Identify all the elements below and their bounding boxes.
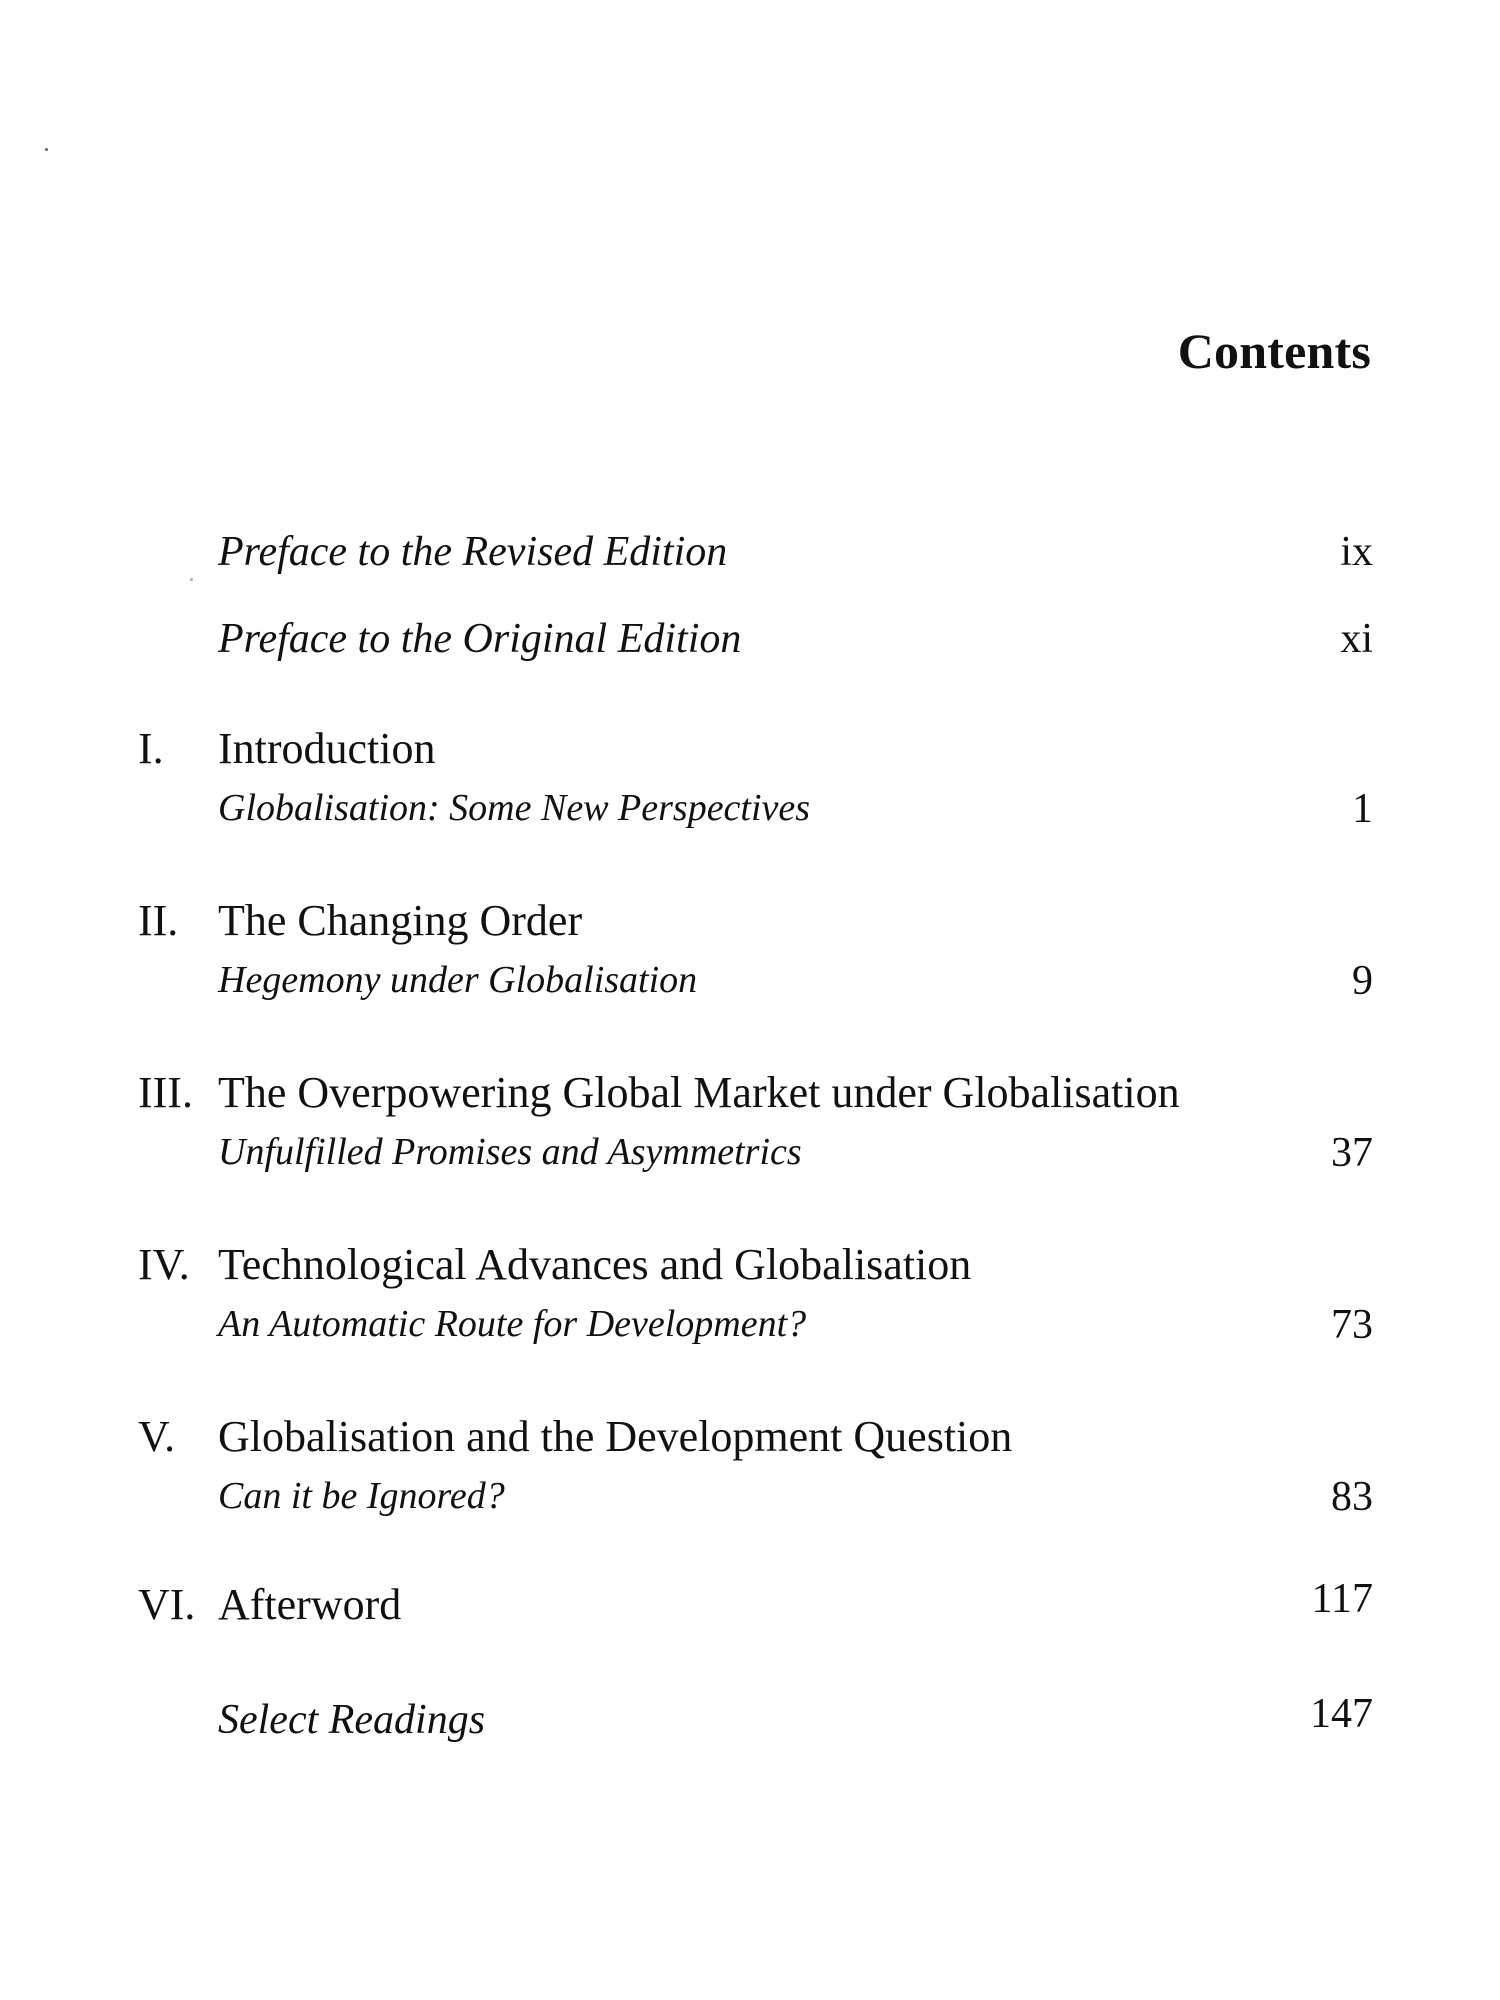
chapter-numeral: IV.: [138, 1240, 190, 1289]
entry-page-number: ix: [1340, 529, 1373, 575]
entry-title: Preface to the Revised Edition: [218, 529, 728, 575]
chapter-numeral: V.: [138, 1412, 176, 1461]
entry-title: Preface to the Original Edition: [218, 616, 742, 662]
chapter-title: Introduction: [218, 724, 436, 773]
entry-page-number: 117: [1311, 1576, 1373, 1622]
chapter-title: Afterword: [218, 1580, 402, 1629]
chapter-numeral: III.: [138, 1068, 193, 1117]
entry-title: Select Readings: [218, 1697, 486, 1743]
chapter-subtitle: Globalisation: Some New Perspectives: [218, 787, 811, 829]
chapter-subtitle: Unfulfilled Promises and Asymmetrics: [218, 1131, 802, 1173]
chapter-title: Globalisation and the Development Question: [218, 1412, 1013, 1461]
entry-page-number: 83: [1331, 1474, 1373, 1520]
chapter-numeral: VI.: [138, 1580, 196, 1629]
chapter-title: The Changing Order: [218, 896, 583, 945]
entry-page-number: 9: [1352, 958, 1373, 1004]
chapter-title: Technological Advances and Globalisation: [218, 1240, 972, 1289]
chapter-numeral: I.: [138, 724, 164, 773]
chapter-subtitle: Can it be Ignored?: [218, 1475, 505, 1517]
entry-page-number: 147: [1310, 1691, 1373, 1737]
scan-speck: [45, 148, 48, 151]
page-title: Contents: [1177, 323, 1371, 379]
entry-page-number: 37: [1331, 1130, 1373, 1176]
entry-page-number: xi: [1340, 616, 1373, 662]
scan-speck: [190, 578, 193, 581]
chapter-subtitle: An Automatic Route for Development?: [218, 1303, 807, 1345]
entry-page-number: 73: [1331, 1302, 1373, 1348]
chapter-subtitle: Hegemony under Globalisation: [218, 959, 698, 1001]
chapter-numeral: II.: [138, 896, 179, 945]
chapter-title: The Overpowering Global Market under Globalisation: [218, 1068, 1180, 1117]
entry-page-number: 1: [1352, 786, 1373, 832]
